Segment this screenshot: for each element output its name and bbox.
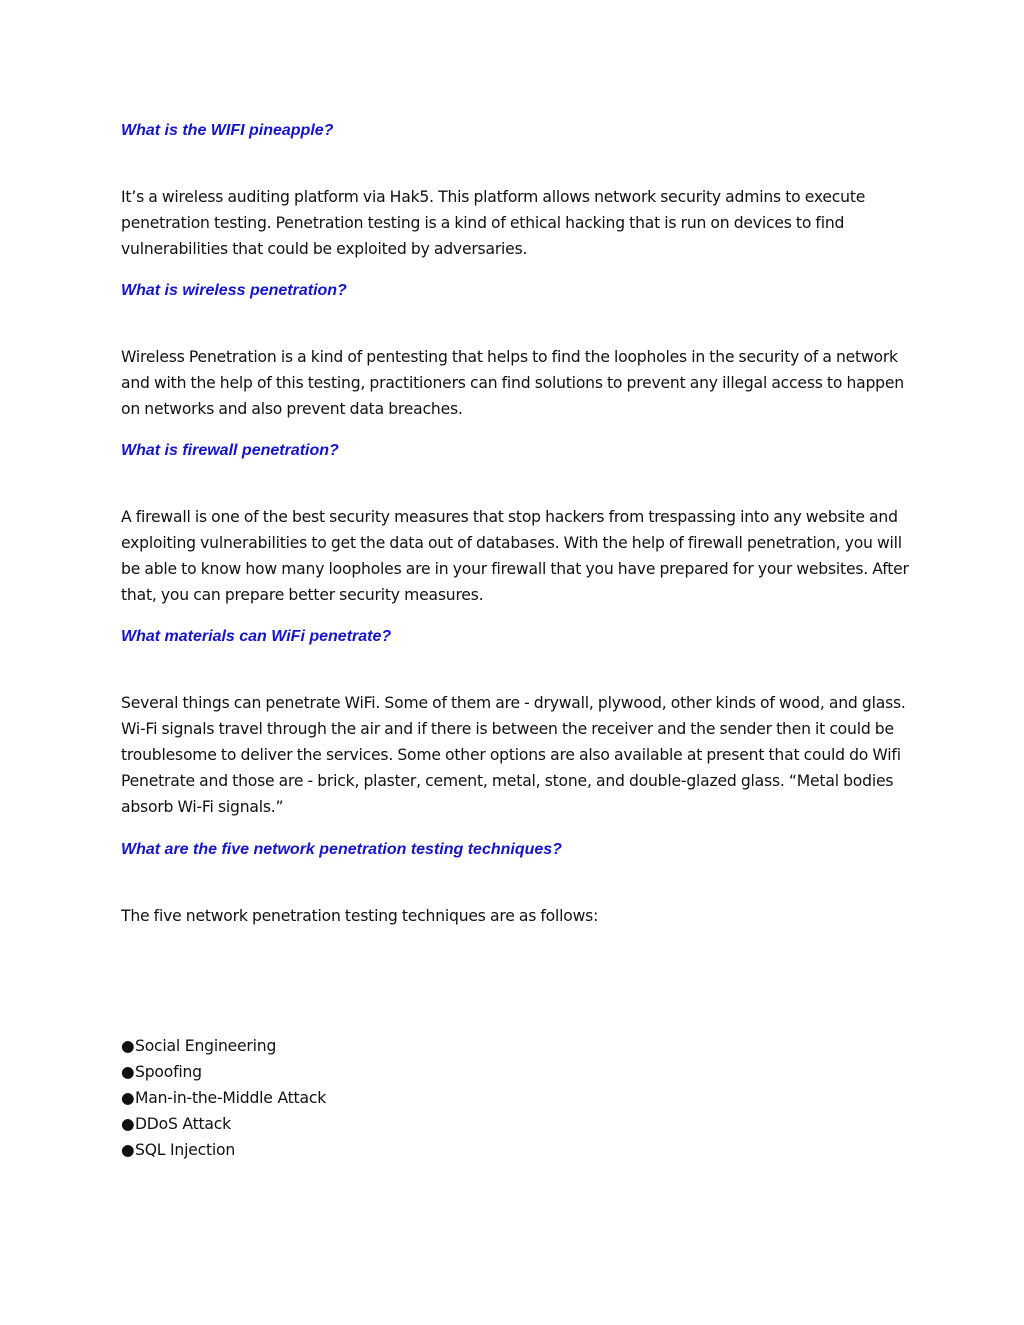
answer-paragraph-firewall-penetration: A firewall is one of the best security measures that stop hackers from trespassing into any website and exploiting vulnerabilities to get the data out of databases. With the help of firewall penetration, you will be able to know how many loopholes are in your firewall that you have prepared for your websites. After that, you can prepare better security measures. [121, 508, 909, 604]
list-item [121, 1059, 326, 1085]
question-heading-testing-techniques: What are the five network penetration testing techniques? [121, 841, 562, 858]
list-item-label: Spoofing [135, 1063, 202, 1081]
answer-paragraph-wifi-materials: Several things can penetrate WiFi. Some of them are - drywall, plywood, other kinds of wood, and glass. Wi-Fi signals travel through the air and if there is between the receiver and the sender then it could be troublesome to deliver the services. Some other options are also available at present that could do Wifi Penetrate and those are - brick, plaster, cement, metal, stone, and double-glazed glass. “Metal bodies absorb Wi-Fi signals.” [121, 694, 906, 816]
bullet-icon: ● [121, 1141, 135, 1159]
list-item [121, 1137, 326, 1163]
question-heading-wifi-pineapple: What is the WIFI pineapple? [121, 122, 334, 139]
list-item [121, 1111, 326, 1137]
bullet-icon: ● [121, 1089, 135, 1107]
bullet-icon: ● [121, 1063, 135, 1081]
bullet-icon: ● [121, 1037, 135, 1055]
answer-paragraph-wifi-pineapple: It’s a wireless auditing platform via Hak5. This platform allows network security admins to execute penetration testing. Penetration testing is a kind of ethical hacking that is run on devices to find vulnerabilities that could be exploited by adversaries. [121, 188, 866, 258]
answer-paragraph-wireless-penetration: Wireless Penetration is a kind of pentesting that helps to find the loopholes in the security of a network and with the help of this testing, practitioners can find solutions to prevent any illegal access to happen on networks and also prevent data breaches. [121, 348, 904, 418]
answer-paragraph-testing-techniques: The five network penetration testing techniques are as follows: [121, 907, 599, 925]
bullet-icon: ● [121, 1115, 135, 1133]
list-item [121, 1033, 326, 1059]
list-item-label: SQL Injection [135, 1141, 236, 1159]
list-item-label: Social Engineering [135, 1037, 277, 1055]
list-item-label: DDoS Attack [135, 1115, 231, 1133]
question-heading-firewall-penetration: What is firewall penetration? [121, 442, 339, 459]
techniques-list [121, 1033, 326, 1163]
question-heading-wireless-penetration: What is wireless penetration? [121, 282, 347, 299]
list-item-label: Man-in-the-Middle Attack [135, 1089, 327, 1107]
list-item [121, 1085, 326, 1111]
question-heading-wifi-materials: What materials can WiFi penetrate? [121, 628, 392, 645]
